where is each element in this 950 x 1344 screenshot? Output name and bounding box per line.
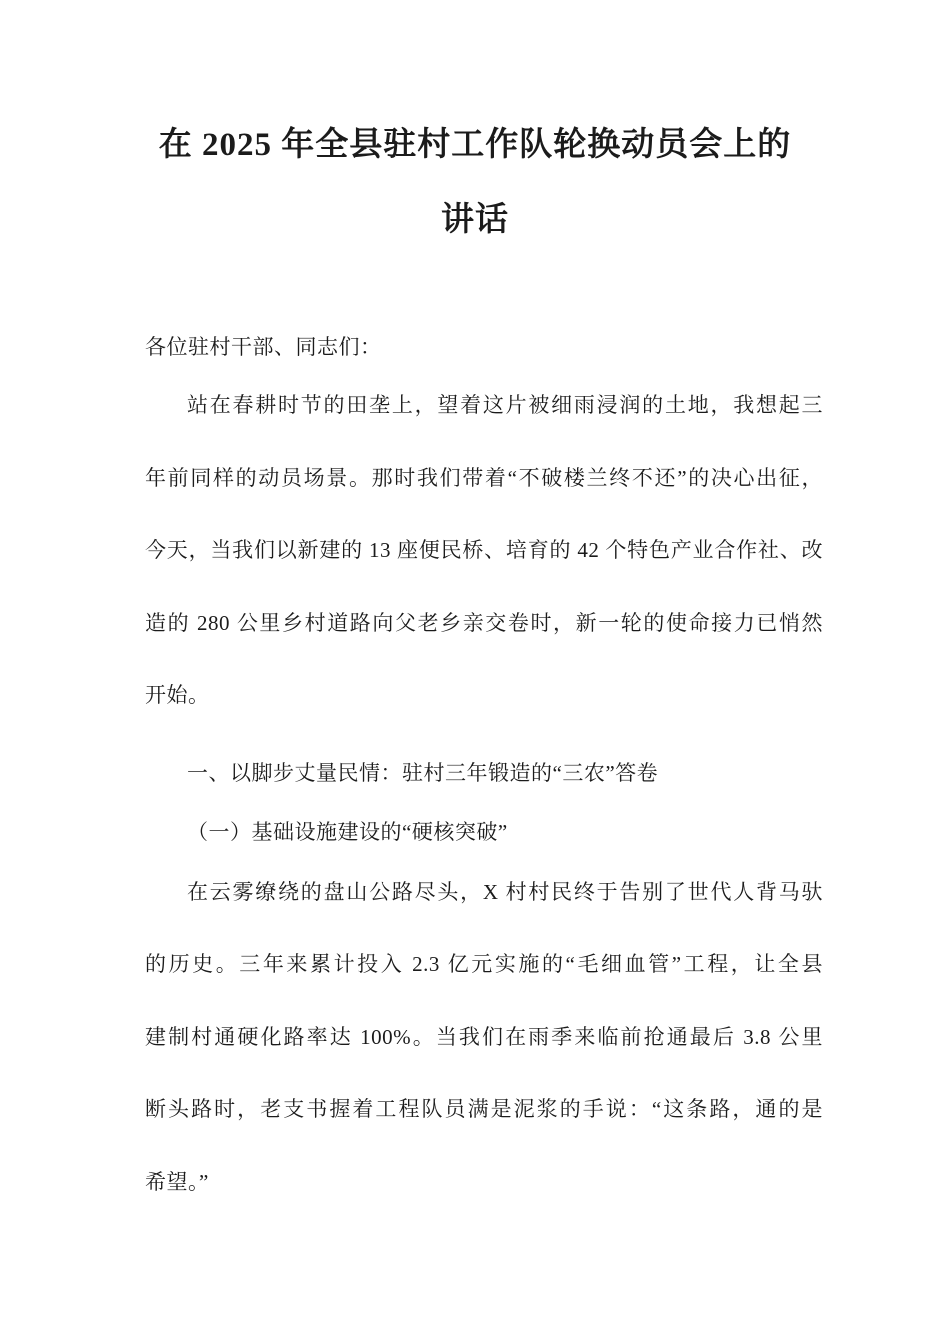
text-line: 开始。 <box>145 683 210 707</box>
document-body <box>145 319 823 1218</box>
text-line: 造的 280 公里乡村道路向父老乡亲交卷时，新一轮的使命接力已悄然 <box>145 610 823 635</box>
text-line: 建制村通硬化路率达 100%。当我们在雨季来临前抢通最后 3.8 公里 <box>145 1024 823 1049</box>
text-line: 各位驻村干部、同志们： <box>145 335 382 359</box>
text-line: 的历史。三年来累计投入 2.3 亿元实施的“毛细血管”工程，让全县 <box>145 952 823 976</box>
heading-line: （一）基础设施建设的“硬核突破” <box>187 819 508 844</box>
text-line: 站在春耕时节的田垄上，望着这片被细雨浸润的土地，我想起三 <box>187 393 823 417</box>
text-line: 断头路时，老支书握着工程队员满是泥浆的手说：“这条路，通的是 <box>145 1097 823 1121</box>
text-line: 在云雾缭绕的盘山公路尽头，X 村村民终于告别了世代人背马驮 <box>187 879 823 904</box>
text-line: 年前同样的动员场景。那时我们带着“不破楼兰终不还”的决心出征， <box>145 465 823 490</box>
heading-line: 一、以脚步丈量民情：驻村三年锻造的“三农”答卷 <box>187 760 659 785</box>
text-line: 今天，当我们以新建的 13 座便民桥、培育的 42 个特色产业合作社、改 <box>145 538 823 562</box>
text-line: 希望。” <box>145 1169 209 1194</box>
document-title <box>0 108 950 258</box>
document-title-line-1: 在 2025 年全县驻村工作队轮换动员会上的 <box>158 127 792 163</box>
document-title-line-2: 讲话 <box>441 202 509 238</box>
